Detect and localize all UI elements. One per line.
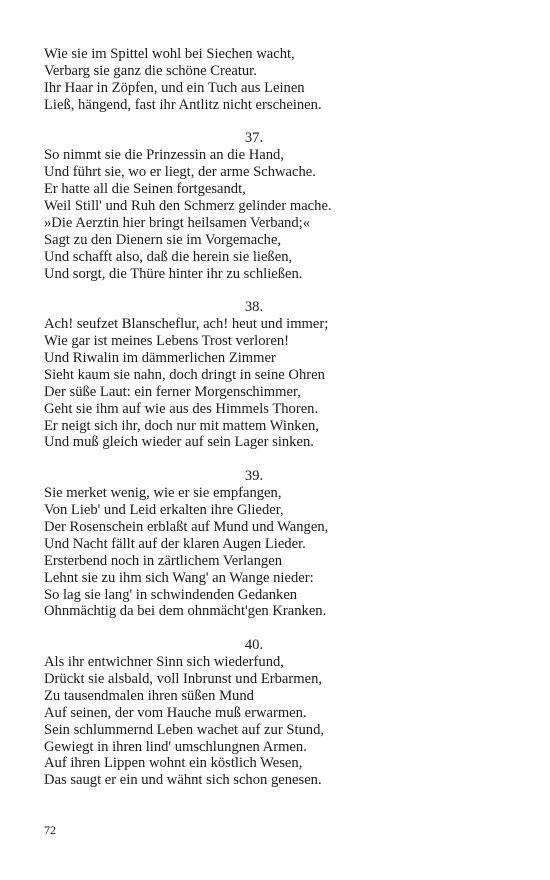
stanza-38 [44, 299, 464, 451]
verse-line: Ließ, hängend, fast ihr Antlitz nicht erscheinen. [44, 96, 322, 113]
page-number: 72 [44, 823, 56, 837]
verse-line: Und führt sie, wo er liegt, der arme Schwache. [44, 164, 316, 181]
verse-line: »Die Aerztin hier bringt heilsamen Verband;« [44, 214, 310, 231]
verse-line: Und muß gleich wieder auf sein Lager sinken. [44, 434, 314, 451]
verse-line: Das saugt er ein und wähnt sich schon genesen. [44, 772, 322, 789]
verse-line: Weil Still' und Ruh den Schmerz gelinder mache. [44, 198, 332, 215]
verse-line: Der Rosenschein erblaßt auf Mund und Wangen, [44, 518, 329, 535]
stanza-number: 39. [244, 468, 264, 485]
stanza-40 [44, 637, 464, 789]
verse-line: Und schafft also, daß die herein sie ließen, [44, 248, 293, 265]
verse-line: Ersterbend noch in zärtlichem Verlangen [44, 552, 283, 569]
verse-line: Und Riwalin im dämmerlichen Zimmer [44, 350, 276, 367]
stanza-number: 37. [244, 130, 264, 147]
verse-line: Und Nacht fällt auf der klaren Augen Lieder. [44, 535, 306, 552]
verse-line: Von Lieb' und Leid erkalten ihre Glieder, [44, 502, 284, 519]
verse-line: Und sorgt, die Thüre hinter ihr zu schließen. [44, 265, 303, 282]
verse-line: Zu tausendmalen ihren süßen Mund [44, 687, 254, 704]
stanza-gap [44, 451, 464, 468]
stanza-39 [44, 468, 464, 620]
verse-line: Verbarg sie ganz die schöne Creatur. [44, 62, 257, 79]
verse-line: Auf ihren Lippen wohnt ein köstlich Wesen, [44, 755, 303, 772]
verse-line: Geht sie ihm auf wie aus des Himmels Thoren. [44, 400, 319, 417]
verse-line: Ach! seufzet Blanscheflur, ach! heut und immer; [44, 316, 329, 333]
verse-line: Wie sie im Spittel wohl bei Siechen wacht, [44, 46, 295, 62]
verse-line: Auf seinen, der vom Hauche muß erwarmen. [44, 704, 307, 721]
verse-line: Sein schlummernd Leben wachet auf zur Stund, [44, 721, 325, 738]
stanza-number: 38. [244, 299, 264, 316]
verse-line: Wie gar ist meines Lebens Trost verloren! [44, 333, 290, 350]
verse-line: Gewiegt in ihren lind' umschlungnen Armen. [44, 738, 307, 755]
verse-line: Der süße Laut: ein ferner Morgenschimmer, [44, 383, 301, 400]
verse-line: Er hatte all die Seinen fortgesandt, [44, 181, 246, 198]
verse-line: Lehnt sie zu ihm sich Wang' an Wange nieder: [44, 569, 314, 586]
poem-page [44, 46, 464, 789]
verse-line: Ihr Haar in Zöpfen, und ein Tuch aus Leinen [44, 79, 305, 96]
verse-line: Drückt sie alsbald, voll Inbrunst und Erbarmen, [44, 670, 323, 687]
verse-line: Sagt zu den Dienern sie im Vorgemache, [44, 231, 282, 248]
stanza-number: 40. [244, 637, 264, 654]
verse-line: So nimmt sie die Prinzessin an die Hand, [44, 147, 284, 164]
stanza-gap [44, 620, 464, 637]
verse-line: Er neigt sich ihr, doch nur mit mattem Winken, [44, 417, 319, 434]
stanza-37 [44, 130, 464, 282]
verse-line: Sie merket wenig, wie er sie empfangen, [44, 485, 282, 502]
stanza-gap [44, 114, 464, 131]
verse-line: Als ihr entwichner Sinn sich wiederfund, [44, 654, 284, 671]
stanza-36-continuation [44, 46, 464, 114]
verse-line: Ohnmächtig da bei dem ohnmächt'gen Kranken. [44, 603, 327, 620]
verse-line: Sieht kaum sie nahn, doch dringt in seine Ohren [44, 366, 325, 383]
verse-line: So lag sie lang' in schwindenden Gedanken [44, 586, 298, 603]
stanza-gap [44, 282, 464, 299]
